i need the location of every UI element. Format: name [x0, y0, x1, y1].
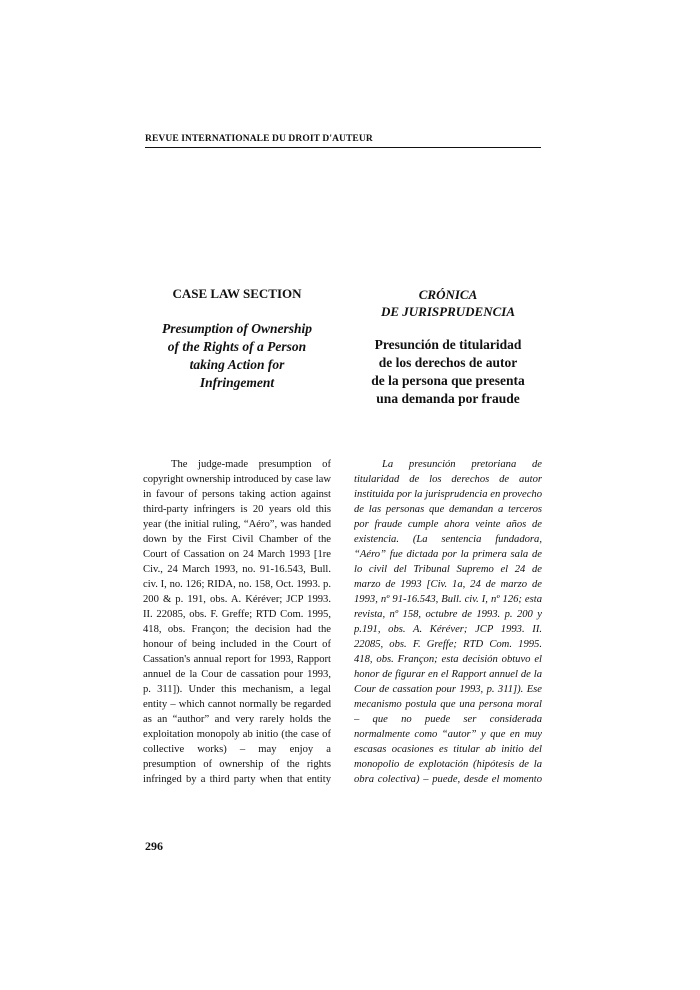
title-line: Presunción de titularidad	[374, 337, 522, 352]
article-title-es	[354, 336, 542, 408]
section-line: DE JURISPRUDENCIA	[380, 304, 515, 319]
title-line: taking Action for	[189, 357, 285, 372]
title-line: una demanda por fraude	[376, 391, 520, 406]
section-line: CRÓNICA	[418, 287, 478, 302]
spanish-body	[354, 457, 542, 787]
english-heading-block	[143, 286, 331, 392]
title-line: de la persona que presenta	[371, 373, 525, 388]
spanish-heading-block	[354, 286, 542, 408]
section-heading-es	[354, 286, 542, 320]
body-paragraph-en: The judge-made presumption of copyright ownership introduced by case law in favour of persons taking action against third-party infringers is 20 years old this year (the initial ruling, “Aéro”, was handed down by the First Civil Chamber of the Court of Cassation on 24 March 1993 [1re Civ., 24 March 1993, no. 91-16.543, Bull. civ. I, no. 126; RIDA, no. 158, Oct. 1993. p. 200 & p. 191, obs. A. Kéréver; JCP 1993. II. 22085, obs. F. Greffe; RTD Com. 1995, 418, obs. Françon; the decision had the honour of being included in the Court of Cassation's annual report for 1993, Rapport annuel de la Cour de cassation pour 1993, p. 311]). Under this mechanism, a legal entity – which cannot normally be regarded as an “author” and very rarely holds the exploitation monopoly ab initio (the case of collective works) – may enjoy a presumption of ownership of the rights infringed by a third party when that entity	[143, 459, 331, 785]
page-number: 296	[145, 839, 163, 853]
running-head: REVUE INTERNATIONALE DU DROIT D'AUTEUR	[145, 134, 541, 148]
section-heading-en: CASE LAW SECTION	[172, 286, 302, 301]
title-line: Infringement	[199, 375, 275, 390]
title-line: of the Rights of a Person	[167, 339, 307, 354]
english-body	[143, 457, 331, 787]
title-line: Presumption of Ownership	[161, 321, 313, 336]
title-line: de los derechos de autor	[378, 355, 518, 370]
body-paragraph-es: La presunción pretoriana de titularidad de los derechos de autor instituida por la jurisprudencia en provecho de las personas que demandan a terceros por fraude cumple ahora veinte años de existencia. (La sentencia fundadora, “Aéro” fue dictada por la primera sala de lo civil del Tribunal Supremo el 24 de marzo de 1993 [Civ. 1a, 24 de marzo de 1993, nº 91-16.543, Bull. civ. I, nº 126; esta revista, nº 158, octubre de 1993. p. 200 y p.191, obs. A. Kéréver; JCP 1993. II. 22085, obs. F. Greffe; RTD Com. 1995. 418, obs. Françon; esta decisión obtuvo el honor de figurar en el Rapport annuel de la Cour de cassation pour 1993, p. 311]). Ese mecanismo postula que una persona moral – que no puede ser considerada normalmente como “autor” y que en muy escasas ocasiones es titular ab initio del monopolio de explotación (hipótesis de la obra colectiva) – puede, desde el momento	[354, 459, 542, 785]
article-title-en	[143, 320, 331, 392]
